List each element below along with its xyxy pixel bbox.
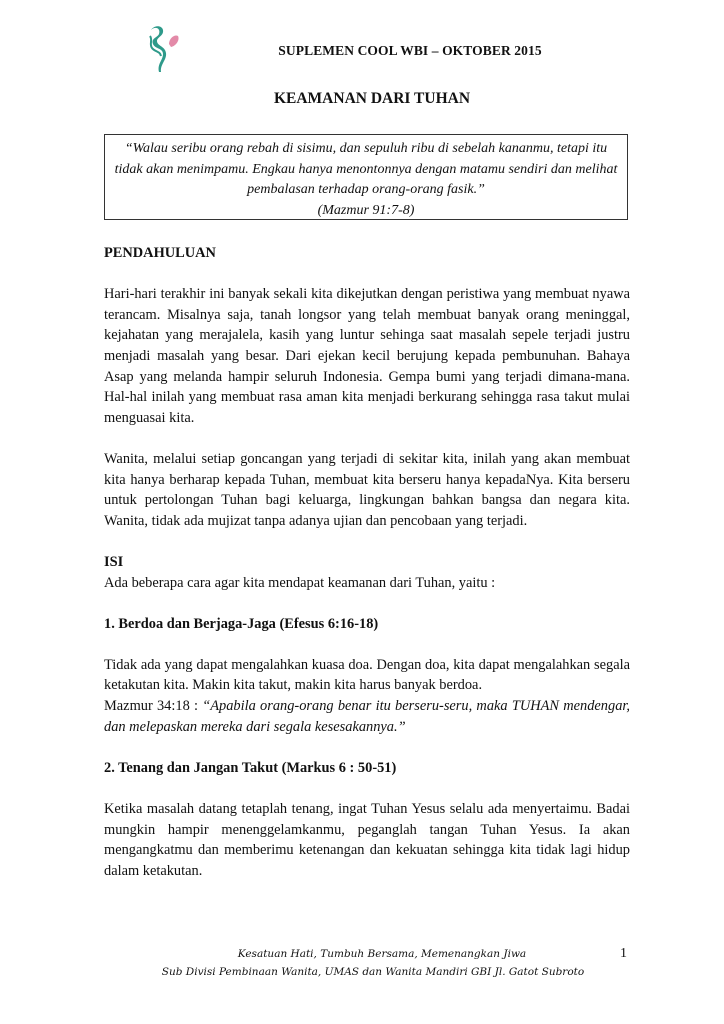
point-1-verse [104, 696, 630, 737]
section-heading-intro: PENDAHULUAN [104, 245, 216, 261]
point-1-verse-text: “Apabila orang-orang benar itu berseru-seru, maka TUHAN mendengar, dan melepaskan mereka dari segala kesesakannya.” [104, 698, 630, 735]
intro-paragraph-2: Wanita, melalui setiap goncangan yang terjadi di sekitar kita, inilah yang akan membuat kita hanya berharap kepada Tuhan, membuat kita berseru hanya kepadaNya. Kita berseru untuk pertolongan Tuhan bagi keluarga, lingkungan bahkan bangsa dan negara kita. Wanita, tidak ada mujizat tanpa adanya ujian dan pencobaan yang terjadi. [104, 450, 630, 529]
footer-organization: Sub Divisi Pembinaan Wanita, UMAS dan Wanita Mandiri GBI Jl. Gatot Subroto [161, 966, 585, 978]
point-1-paragraph: Tidak ada yang dapat mengalahkan kuasa doa. Dengan doa, kita dapat mengalahkan segala ketakutan kita. Makin kita takut, makin kita harus banyak berdoa. [104, 656, 630, 694]
document-title: KEAMANAN DARI TUHAN [273, 90, 471, 107]
quote-text: “Walau seribu orang rebah di sisimu, dan sepuluh ribu di sebelah kananmu, tetapi itu tidak akan menimpamu. Engkau hanya menontonnya dengan matamu sendiri dan melihat pembalasan terhadap orang-orang fasik.” [114, 141, 618, 197]
footer-motto: Kesatuan Hati, Tumbuh Bersama, Memenangkan Jiwa [237, 948, 527, 960]
point-1-heading: 1. Berdoa dan Berjaga-Jaga (Efesus 6:16-18) [104, 615, 379, 632]
document-body [104, 243, 630, 881]
section-heading-isi: ISI [104, 553, 124, 570]
isi-lead: Ada beberapa cara agar kita mendapat keamanan dari Tuhan, yaitu : [104, 574, 496, 591]
header-title: SUPLEMEN COOL WBI – OKTOBER 2015 [278, 43, 542, 58]
point-2-heading: 2. Tenang dan Jangan Takut (Markus 6 : 50-51) [104, 759, 397, 776]
opening-quote-box [104, 134, 628, 220]
page-number: 1 [620, 946, 627, 961]
point-2-paragraph: Ketika masalah datang tetaplah tenang, ingat Tuhan Yesus selalu ada menyertaimu. Badai mungkin hampir menenggelamkanmu, peganglah tangan Tuhan Yesus. Ia akan mengangkatmu dan memberimu ketenangan dan kekuatan sehingga kita tidak lagi hidup dalam ketakutan. [104, 801, 630, 879]
point-1-verse-ref: Mazmur 34:18 : [104, 698, 203, 715]
quote-reference: (Mazmur 91:7-8) [317, 202, 415, 218]
page-footer [0, 945, 724, 981]
intro-paragraph-1: Hari-hari terakhir ini banyak sekali kita dikejutkan dengan peristiwa yang membuat nyawa terancam. Misalnya saja, tanah longsor yang telah membuat banyak orang meninggal, kejahatan yang merajalela, kasih yang luntur sehinga saat masalah sepele terjadi justru menjadi masalah yang besar. Dari ejekan kecil berujung kepada pembunuhan. Bahaya Asap yang melanda hampir seluruh Indonesia. Gempa bumi yang terjadi dimana-mana. Hal-hal inilah yang membuat rasa aman kita menjadi berkurang sehingga rasa takut mulai menguasai kita. [104, 286, 630, 426]
